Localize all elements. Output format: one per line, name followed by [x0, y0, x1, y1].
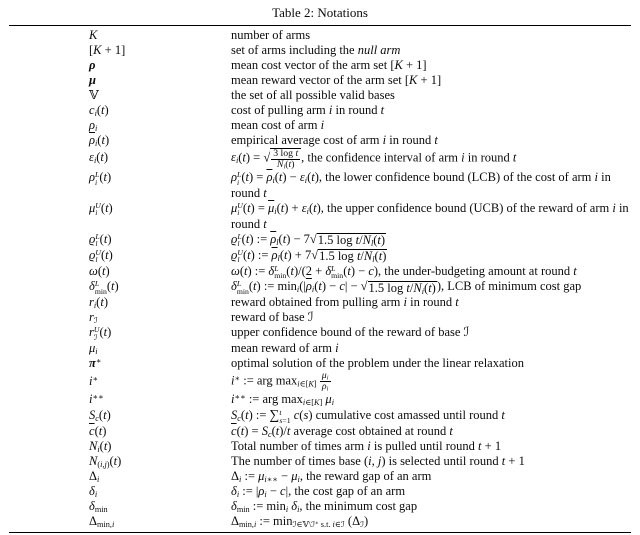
notation-symbol: r U ℐ (t)	[89, 325, 112, 342]
table-row	[9, 310, 631, 325]
table-row	[9, 133, 631, 148]
table-row	[9, 58, 631, 73]
notation-symbol: π∗	[89, 355, 102, 370]
notation-description: $\Delta_{min,i}$ := $\min_{ℐ\in 𝕍\backslash ℐ^∗ s.t. i\in ℐ} (\Delta_ℐ)$	[231, 513, 369, 530]
table-row	[9, 392, 631, 407]
table-row	[9, 118, 631, 133]
notation-symbol: $r_ℐ$	[89, 310, 98, 326]
notation-symbol: $\overline{c}(t)$	[89, 423, 107, 438]
notation-description: ϱ U l (t) := $\overline{\rho}_l(t) + 7√1.5$ $\log t/N_l(t)$	[231, 247, 387, 264]
notation-description: ω(t) := δ L min (t)/(2 + δ L min (t) − c), the under-budgeting amount at round t	[231, 263, 577, 280]
notation-symbol: $\delta_{min}$	[89, 498, 108, 515]
notation-symbol: $N_i(t)$	[89, 438, 112, 455]
notation-symbol: $S_c(t)$	[89, 408, 111, 424]
notation-description: $\delta_i$ := $|\rho_i - c|$, the cost gap of an arm	[231, 483, 406, 500]
table-caption: Table 2: Notations	[272, 5, 368, 20]
notation-description: mean reward of arm i	[231, 340, 339, 355]
notation-description: optimal solution of the problem under the linear relaxation	[231, 355, 524, 370]
table-row	[9, 43, 631, 58]
table-row	[9, 279, 631, 295]
notation-symbol: ϱ U l (t)	[89, 247, 113, 264]
notation-description: number of arms	[231, 28, 311, 42]
table-row	[9, 28, 631, 43]
notation-description: $\varepsilon_i(t)$ = √ $\frac{\text{3 log t}}{N_i(t)}$ , the confidence interval of arm i in round t	[231, 148, 517, 171]
notation-symbol: $N_{(i,j)}(t)$	[89, 453, 122, 470]
notation-symbol: i∗∗	[89, 392, 104, 407]
notation-description: i∗∗ := arg $\max_{i\in[K]} \mu_i$	[231, 392, 334, 408]
notation-description: the set of all possible valid bases	[231, 88, 395, 102]
notation-symbol: $c_i(t)$	[89, 103, 109, 119]
notation-symbol: $\delta_i$	[89, 483, 98, 500]
notation-description: reward obtained from pulling arm i in round t	[231, 295, 459, 310]
notation-description: μ U i $(t) = \overline{\mu}_i(t) + \varepsilon_i(t)$, the upper confidence bound (UCB) of the reward of arm i in round t	[231, 200, 629, 231]
table-row	[9, 295, 631, 310]
table-row	[9, 356, 631, 371]
notation-description: upper confidence bound of the reward of base ℐ	[231, 325, 470, 340]
table-row	[9, 371, 631, 392]
notation-symbol: ϱ L l (t)	[89, 231, 112, 248]
notation-symbol: ρ L i (t)	[89, 170, 112, 187]
notation-description: cost of pulling arm i in round t	[231, 103, 385, 117]
table-row	[9, 407, 631, 424]
notation-description: Total number of times arm i is pulled until round t + 1	[231, 438, 502, 453]
table-row	[9, 325, 631, 341]
notation-description: mean reward vector of the arm set [K + 1]	[231, 73, 442, 87]
notation-description: $\Delta_i$ := $\mu_{i∗∗} - \mu_i$, the reward gap of an arm	[231, 468, 432, 485]
table-row	[9, 514, 631, 529]
notation-description: mean cost of arm i	[231, 118, 325, 132]
notation-description: ρ L i $(t) = \overline{\rho}_i(t) - \varepsilon_i(t)$, the lower confidence bound (LCB) of the cost of arm i in round t	[231, 170, 611, 201]
notation-description: $\overline{c}(t) = S_c(t)/t$ average cost obtained at round t	[231, 423, 453, 440]
table-row	[9, 499, 631, 514]
table-row	[9, 148, 631, 170]
table-row	[9, 248, 631, 264]
notation-symbol: ρ	[89, 58, 96, 72]
table-row	[9, 88, 631, 103]
notation-symbol: i∗	[89, 373, 99, 388]
table-row	[9, 170, 631, 201]
notation-symbol: δ L min (t)	[89, 279, 119, 296]
notations-table	[9, 25, 631, 533]
notation-symbol: $\mu_i$	[89, 340, 98, 356]
table-row	[9, 469, 631, 484]
notation-description: reward of base ℐ	[231, 310, 314, 325]
notation-symbol: $\Delta_{min,i}$	[89, 513, 115, 530]
table-row	[9, 341, 631, 356]
notation-symbol: $\overline{\rho}_i(t)$	[89, 133, 110, 149]
notation-description: mean cost vector of the arm set [K + 1]	[231, 58, 427, 72]
notation-symbol: ω(t)	[89, 263, 110, 278]
table-row	[9, 424, 631, 439]
notation-description: set of arms including the null arm	[231, 43, 401, 57]
notation-symbol: $\varepsilon_i(t)$	[89, 150, 109, 166]
notation-symbol: [K + 1]	[89, 43, 126, 57]
notation-description: ϱ L l (t) := $\overline{\rho}_l(t) - 7√1.5$ $\log t/N_l(t)$	[231, 231, 386, 248]
notation-description: $\delta_{min}$ := $\min_i \delta_i$, the minimum cost gap	[231, 498, 418, 515]
notation-description: The number of times base (i, j) is selected until round t + 1	[231, 453, 525, 468]
notation-symbol: μ U i (t)	[89, 200, 113, 218]
table-row	[9, 201, 631, 232]
notation-symbol: $\Delta_i$	[89, 468, 100, 485]
notation-symbol: K	[89, 28, 98, 42]
notation-symbol: $r_i(t)$	[89, 295, 108, 311]
table-row	[9, 484, 631, 499]
notation-description: empirical average cost of arm i in round t	[231, 133, 438, 147]
notation-description: δ L min (t) := $\min_i(|\overline{\rho}_i(t) - c| - √1.5$ $\log t/N_i(t)$), LCB of minimum cost gap	[231, 279, 582, 296]
table-row	[9, 454, 631, 469]
notation-symbol: μ	[89, 73, 96, 87]
notation-description: i∗ := arg $\max_{i\in[K]}$ $\frac{\mu_i}{\rho_i}$	[231, 369, 329, 393]
notation-symbol: $\rho_i$	[89, 118, 98, 134]
table-row	[9, 73, 631, 88]
table-row	[9, 264, 631, 280]
table-row	[9, 103, 631, 118]
table-row	[9, 439, 631, 454]
table-row	[9, 232, 631, 248]
notation-description: $S_c(t)$ := ∑ t s=1 c(s) cumulative cost amassed until round t	[231, 407, 505, 425]
notation-symbol: 𝕍	[89, 88, 99, 102]
